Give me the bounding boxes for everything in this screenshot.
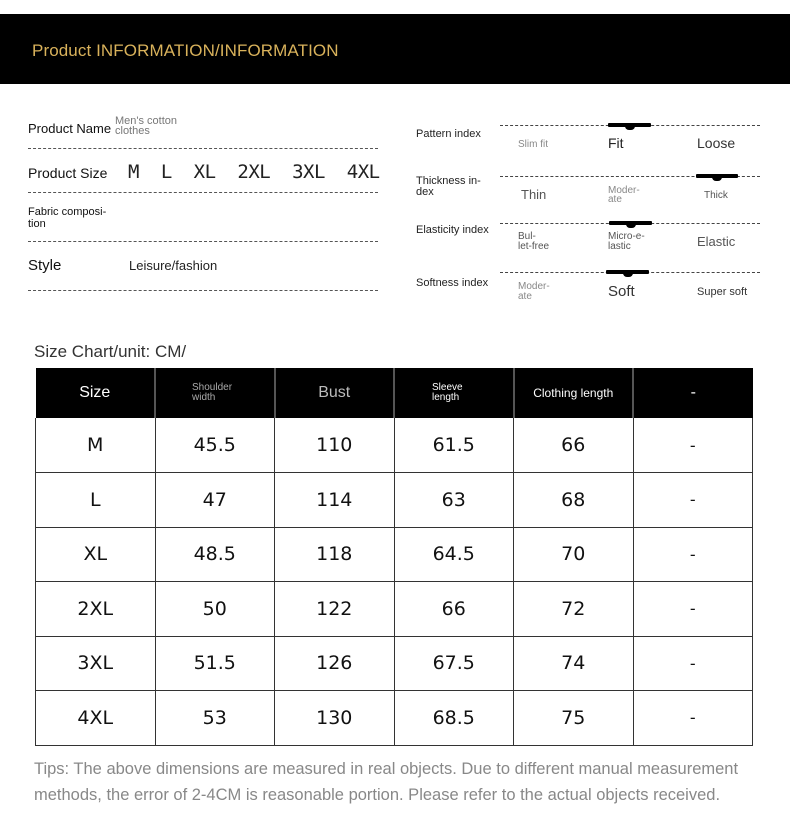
cell-length: 75 bbox=[514, 691, 634, 746]
header-shoulder-width: Shoulder width bbox=[155, 368, 275, 418]
cell-size: L bbox=[36, 473, 156, 528]
cell-shoulder: 50 bbox=[155, 582, 275, 637]
thickness-index-marker bbox=[696, 174, 738, 178]
thickness-option-thick: Thick bbox=[704, 190, 728, 201]
cell-blank: - bbox=[633, 582, 753, 637]
cell-length: 74 bbox=[514, 636, 634, 691]
cell-bust: 114 bbox=[275, 473, 395, 528]
cell-blank: - bbox=[633, 527, 753, 582]
cell-bust: 130 bbox=[275, 691, 395, 746]
cell-blank: - bbox=[633, 636, 753, 691]
product-size-label: Product Size bbox=[28, 165, 108, 181]
style-value: Leisure/fashion bbox=[129, 258, 218, 273]
header-bar bbox=[0, 14, 790, 84]
header-title: Product INFORMATION/INFORMATION bbox=[32, 41, 339, 60]
cell-length: 66 bbox=[514, 418, 634, 473]
style-row bbox=[28, 253, 378, 291]
cell-sleeve: 63 bbox=[394, 473, 514, 528]
cell-size: M bbox=[36, 418, 156, 473]
product-size-row bbox=[28, 158, 378, 193]
cell-blank: - bbox=[633, 418, 753, 473]
thickness-option-moderate: Moder- ate bbox=[608, 185, 640, 205]
softness-option-super-soft: Super soft bbox=[697, 286, 748, 298]
table-row bbox=[36, 473, 753, 528]
softness-index-label: Softness index bbox=[416, 277, 489, 289]
thickness-index-label: Thickness in- dex bbox=[416, 175, 481, 198]
product-name-value: Men's cotton clothes bbox=[115, 115, 178, 137]
tips-text: Tips: The above dimensions are measured in real objects. Due to different manual measurement methods, the error of 2-4CM is reasonable portion. Please refer to the actual objects received. bbox=[34, 760, 739, 804]
table-row bbox=[36, 636, 753, 691]
header-blank: - bbox=[633, 368, 753, 418]
product-name-label: Product Name bbox=[28, 121, 112, 136]
fabric-row bbox=[28, 204, 378, 242]
cell-shoulder: 45.5 bbox=[155, 418, 275, 473]
cell-shoulder: 51.5 bbox=[155, 636, 275, 691]
cell-shoulder: 47 bbox=[155, 473, 275, 528]
header-size: Size bbox=[36, 368, 156, 418]
cell-bust: 110 bbox=[275, 418, 395, 473]
elasticity-index-label: Elasticity index bbox=[416, 224, 489, 236]
cell-sleeve: 67.5 bbox=[394, 636, 514, 691]
fabric-label: Fabric composi- tion bbox=[28, 206, 107, 230]
softness-option-soft: Soft bbox=[608, 283, 635, 300]
header-bust: Bust bbox=[275, 368, 395, 418]
product-size-value: M L XL 2XL 3XL 4XL bbox=[128, 161, 380, 183]
cell-blank: - bbox=[633, 473, 753, 528]
cell-length: 70 bbox=[514, 527, 634, 582]
elasticity-option-elastic: Elastic bbox=[697, 234, 736, 249]
cell-length: 68 bbox=[514, 473, 634, 528]
cell-sleeve: 66 bbox=[394, 582, 514, 637]
cell-sleeve: 61.5 bbox=[394, 418, 514, 473]
cell-size: 4XL bbox=[36, 691, 156, 746]
header-sleeve-length: Sleeve length bbox=[394, 368, 514, 418]
pattern-index-label: Pattern index bbox=[416, 128, 481, 140]
size-chart-table bbox=[35, 368, 753, 746]
cell-shoulder: 48.5 bbox=[155, 527, 275, 582]
elasticity-option-micro-elastic: Micro-e- lastic bbox=[608, 231, 645, 252]
table-row bbox=[36, 527, 753, 582]
cell-bust: 118 bbox=[275, 527, 395, 582]
pattern-index-marker bbox=[608, 123, 651, 127]
table-row bbox=[36, 691, 753, 746]
cell-size: XL bbox=[36, 527, 156, 582]
style-label: Style bbox=[28, 257, 62, 274]
cell-blank: - bbox=[633, 691, 753, 746]
pattern-option-fit: Fit bbox=[608, 135, 624, 151]
cell-size: 2XL bbox=[36, 582, 156, 637]
pattern-option-slim-fit: Slim fit bbox=[518, 139, 548, 150]
thickness-option-thin: Thin bbox=[521, 187, 547, 202]
softness-index-marker bbox=[606, 270, 649, 274]
cell-length: 72 bbox=[514, 582, 634, 637]
cell-sleeve: 64.5 bbox=[394, 527, 514, 582]
size-chart-title: Size Chart/unit: CM/ bbox=[34, 342, 187, 361]
cell-sleeve: 68.5 bbox=[394, 691, 514, 746]
cell-bust: 122 bbox=[275, 582, 395, 637]
pattern-option-loose: Loose bbox=[697, 135, 736, 151]
elasticity-index-marker bbox=[609, 221, 652, 225]
size-chart-header-row bbox=[36, 368, 753, 418]
table-row bbox=[36, 418, 753, 473]
header-clothing-length: Clothing length bbox=[514, 368, 634, 418]
softness-option-moderate: Moder- ate bbox=[518, 281, 550, 302]
product-name-row bbox=[28, 113, 378, 149]
cell-bust: 126 bbox=[275, 636, 395, 691]
cell-shoulder: 53 bbox=[155, 691, 275, 746]
elasticity-option-bullet-free: Bul- let-free bbox=[518, 231, 550, 252]
table-row bbox=[36, 582, 753, 637]
cell-size: 3XL bbox=[36, 636, 156, 691]
